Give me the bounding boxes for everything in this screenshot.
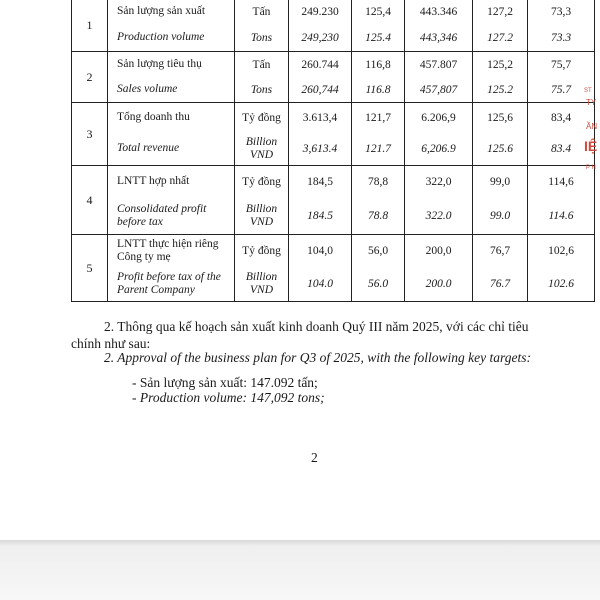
value-cell <box>289 0 352 52</box>
indicator-name-en: Total revenue <box>117 142 180 155</box>
row-number: 2 <box>72 52 108 103</box>
value-cell-vi: 104,0 <box>307 245 333 257</box>
value-cell <box>405 52 473 103</box>
value-cell-en: 125.2 <box>487 84 513 96</box>
value-cell-vi: 75,7 <box>550 59 572 71</box>
section2-heading-en: 2. Approval of the business plan for Q3 of 2025, with the following key targets: <box>104 350 531 365</box>
unit <box>235 0 289 52</box>
unit-vi: Tấn <box>252 58 271 71</box>
value-cell-vi: 114,6 <box>548 176 574 188</box>
value-cell <box>473 103 528 166</box>
table-row <box>72 0 595 52</box>
value-cell-en: 83.4 <box>550 143 572 155</box>
table-row <box>72 166 595 235</box>
unit <box>235 235 289 302</box>
value-cell-vi: 125,2 <box>487 59 513 71</box>
indicator-name-vi: LNTT thực hiện riêng Công ty mẹ <box>117 237 219 263</box>
value-cell-en: 56.0 <box>367 278 389 290</box>
value-cell-vi: 125,6 <box>487 112 513 124</box>
value-cell-vi: 102,6 <box>548 245 574 257</box>
value-cell-vi: 121,7 <box>365 112 391 124</box>
value-cell-vi: 457.807 <box>419 59 458 71</box>
indicator-name-vi: Sản lượng sản xuất <box>117 5 206 18</box>
value-cell-vi: 73,3 <box>550 6 572 18</box>
value-cell-en: 121.7 <box>365 143 391 155</box>
value-cell-vi: 260.744 <box>301 59 339 71</box>
value-cell-en: 127.2 <box>487 32 513 44</box>
value-cell <box>405 235 473 302</box>
indicator-name-en: Consolidated profit before tax <box>117 202 207 228</box>
table-row <box>72 235 595 302</box>
value-cell <box>352 166 405 235</box>
indicator-name <box>108 0 235 52</box>
value-cell-en: 457,807 <box>419 84 458 96</box>
indicator-name <box>108 52 235 103</box>
value-cell-vi: 184,5 <box>307 176 333 188</box>
value-cell-vi: 443.346 <box>419 6 458 18</box>
value-cell-en: 443,346 <box>419 32 458 44</box>
unit-vi: Tỷ đồng <box>242 111 281 124</box>
value-cell <box>405 166 473 235</box>
value-cell <box>405 103 473 166</box>
value-cell-vi: 249.230 <box>301 6 339 18</box>
section2-heading-vi-cont: chính như sau: <box>71 336 151 351</box>
value-cell-vi: 6.206,9 <box>421 112 456 124</box>
row-number: 3 <box>72 103 108 166</box>
value-cell <box>352 52 405 103</box>
indicator-name-vi: LNTT hợp nhất <box>117 175 190 188</box>
unit-en: Billion VND <box>245 271 278 296</box>
indicator-name-en: Production volume <box>117 31 205 44</box>
value-cell-en: 184.5 <box>307 210 333 222</box>
unit <box>235 52 289 103</box>
indicator-name <box>108 166 235 235</box>
indicator-name-vi: Tổng doanh thu <box>117 111 190 124</box>
value-cell-en: 75.7 <box>550 84 572 96</box>
value-cell-vi: 200,0 <box>425 245 452 257</box>
value-cell-vi: 56,0 <box>367 245 389 257</box>
value-cell <box>289 235 352 302</box>
bullet-production-en: - Production volume: 147,092 tons; <box>132 390 325 405</box>
section2-heading-vi: 2. Thông qua kế hoạch sản xuất kinh doanh Quý III năm 2025, với các chỉ tiêu <box>104 319 529 334</box>
value-cell <box>289 166 352 235</box>
row-number: 4 <box>72 166 108 235</box>
value-cell <box>352 0 405 52</box>
unit <box>235 103 289 166</box>
value-cell <box>473 166 528 235</box>
value-cell-vi: 3.613,4 <box>302 112 338 124</box>
red-seal-stamp: ST TY ẦN IỆ P H <box>584 88 598 171</box>
value-cell-en: 76.7 <box>489 278 511 290</box>
value-cell-en: 249,230 <box>301 32 339 44</box>
table-row <box>72 103 595 166</box>
row-number: 5 <box>72 235 108 302</box>
bullet-production-vi: - Sản lượng sản xuất: 147.092 tấn; <box>132 375 318 390</box>
unit-vi: Tấn <box>252 5 271 18</box>
value-cell <box>528 0 595 52</box>
value-cell-en: 6,206.9 <box>421 143 456 155</box>
unit-vi: Tỷ đồng <box>242 175 281 188</box>
value-cell-vi: 116,8 <box>365 59 391 71</box>
page-number: 2 <box>311 450 318 465</box>
unit-en: Billion VND <box>245 203 278 228</box>
unit <box>235 166 289 235</box>
unit-en: Tons <box>250 83 273 96</box>
page-gap <box>0 540 600 600</box>
value-cell <box>352 103 405 166</box>
value-cell <box>473 235 528 302</box>
table-row <box>72 52 595 103</box>
value-cell-vi: 83,4 <box>550 112 572 124</box>
value-cell <box>528 235 595 302</box>
unit-en: Tons <box>250 31 273 44</box>
indicator-name <box>108 235 235 302</box>
indicator-name-en: Profit before tax of the Parent Company <box>117 270 221 296</box>
value-cell-vi: 78,8 <box>367 176 389 188</box>
value-cell-en: 322.0 <box>425 210 452 222</box>
unit-en: Billion VND <box>245 136 278 161</box>
value-cell-en: 104.0 <box>307 278 333 290</box>
value-cell-en: 200.0 <box>425 278 452 290</box>
indicator-name <box>108 103 235 166</box>
value-cell <box>289 52 352 103</box>
value-cell <box>352 235 405 302</box>
value-cell <box>473 0 528 52</box>
value-cell-en: 73.3 <box>550 32 572 44</box>
value-cell-en: 125.6 <box>487 143 513 155</box>
value-cell-en: 125.4 <box>365 32 391 44</box>
value-cell-en: 116.8 <box>365 84 391 96</box>
value-cell-en: 114.6 <box>548 210 574 222</box>
value-cell-en: 260,744 <box>301 84 339 96</box>
value-cell-vi: 125,4 <box>365 6 391 18</box>
value-cell-vi: 99,0 <box>489 176 511 188</box>
value-cell-en: 99.0 <box>489 210 511 222</box>
value-cell-en: 78.8 <box>367 210 389 222</box>
value-cell <box>473 52 528 103</box>
indicator-name-en: Sales volume <box>117 83 178 96</box>
value-cell <box>405 0 473 52</box>
value-cell-en: 3,613.4 <box>302 143 338 155</box>
row-number: 1 <box>72 0 108 52</box>
indicator-name-vi: Sản lượng tiêu thụ <box>117 58 202 71</box>
value-cell-en: 102.6 <box>548 278 574 290</box>
value-cell-vi: 322,0 <box>425 176 452 188</box>
value-cell-vi: 76,7 <box>489 245 511 257</box>
kpi-table <box>71 0 595 302</box>
value-cell-vi: 127,2 <box>487 6 513 18</box>
unit-vi: Tỷ đồng <box>242 244 281 257</box>
value-cell <box>289 103 352 166</box>
